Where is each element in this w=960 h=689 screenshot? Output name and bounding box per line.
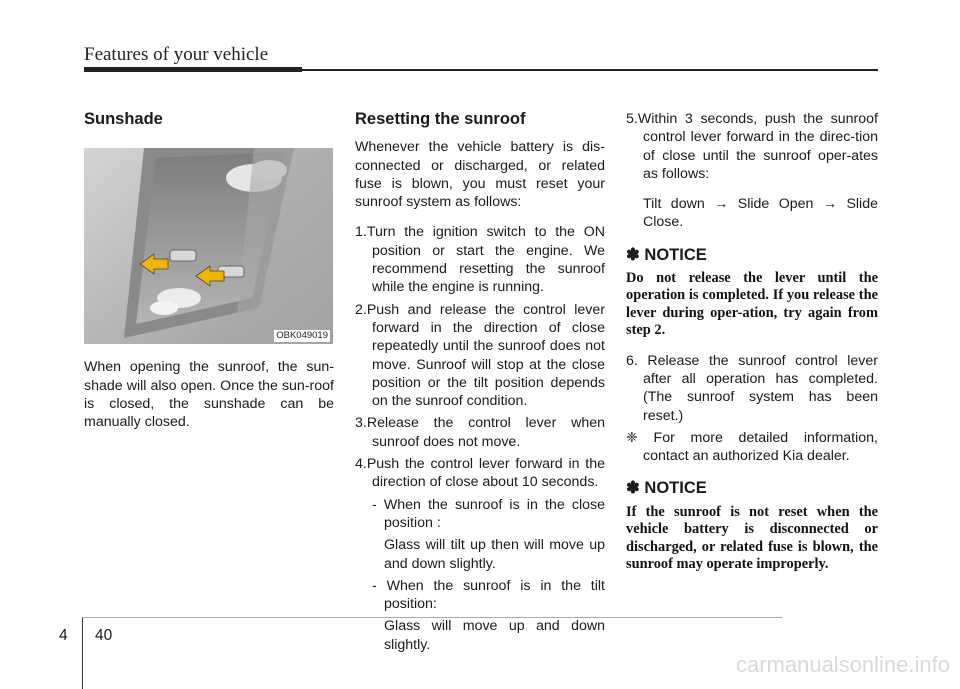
header-rule-thin [302, 69, 878, 71]
substep-close-position: - When the sunroof is in the close position : [372, 496, 605, 531]
page-number: 40 [95, 627, 113, 644]
notice-title-1: ✽ NOTICE [626, 245, 707, 264]
substep-close-text: Glass will tilt up then will move up and down slightly. [384, 537, 605, 572]
sunshade-photo [84, 148, 333, 344]
notice-body-2: If the sunroof is not reset when the vehicle battery is disconnected or discharged, or related fuse is blown, the sunroof may operate improperly. [626, 503, 878, 572]
section-heading-sunshade: Sunshade [84, 110, 163, 128]
column-continued [626, 110, 878, 573]
notice-title-2: ✽ NOTICE [626, 479, 707, 498]
info-note: ❈ For more detailed information, contact an authorized Kia dealer. [626, 429, 878, 465]
column-sunshade [84, 110, 334, 431]
sunshade-paragraph: When opening the sunroof, the sun-shade will also open. Once the sun-roof is closed, the sunshade can be manually closed. [84, 359, 334, 431]
notice-body-1: Do not release the lever until the operation is completed. If you release the lever during oper-ation, try again from step 2. [626, 270, 878, 339]
step-4: 4.Push the control lever forward in the direction of close about 10 seconds. [355, 456, 605, 491]
section-heading-resetting: Resetting the sunroof [355, 110, 526, 128]
sunroof-illustration [84, 148, 333, 344]
watermark: carmanualsonline.info [735, 652, 950, 677]
step-2: 2.Push and release the control lever forward in the direction of close repeatedly until the sunroof does not move. Sunroof will stop at the close position or the tilt position depends on the sunroof condition. [355, 301, 605, 410]
step-1: 1.Turn the ignition switch to the ON position or start the engine. We recommend resetting the sunroof while the engine is running. [355, 224, 605, 296]
chapter-number: 4 [59, 627, 68, 644]
footer-horizontal-rule [82, 617, 782, 618]
page-header-title: Features of your vehicle [84, 44, 269, 65]
photo-code-label: OBK049019 [276, 330, 328, 342]
column-resetting [355, 110, 605, 654]
operation-sequence: Tilt down → Slide Open → Slide Close. [643, 196, 878, 231]
header-rule-thick [84, 67, 302, 72]
footer-vertical-rule [82, 617, 83, 689]
step-3: 3.Release the control lever when sunroof does not move. [355, 415, 605, 450]
step-5: 5.Within 3 seconds, push the sunroof control lever forward in the direc-tion of close until the sunroof oper-ates as follows: [626, 111, 878, 182]
step-6: 6. Release the sunroof control lever after all operation has completed. (The sunroof system has been reset.) [626, 352, 878, 424]
substep-tilt-position: - When the sunroof is in the tilt position: [372, 577, 605, 613]
resetting-intro: Whenever the vehicle battery is dis-connected or discharged, or related fuse is blown, you must reset your sunroof system as follows: [355, 139, 605, 211]
substep-tilt-text: Glass will move up and down slightly. [384, 618, 605, 653]
